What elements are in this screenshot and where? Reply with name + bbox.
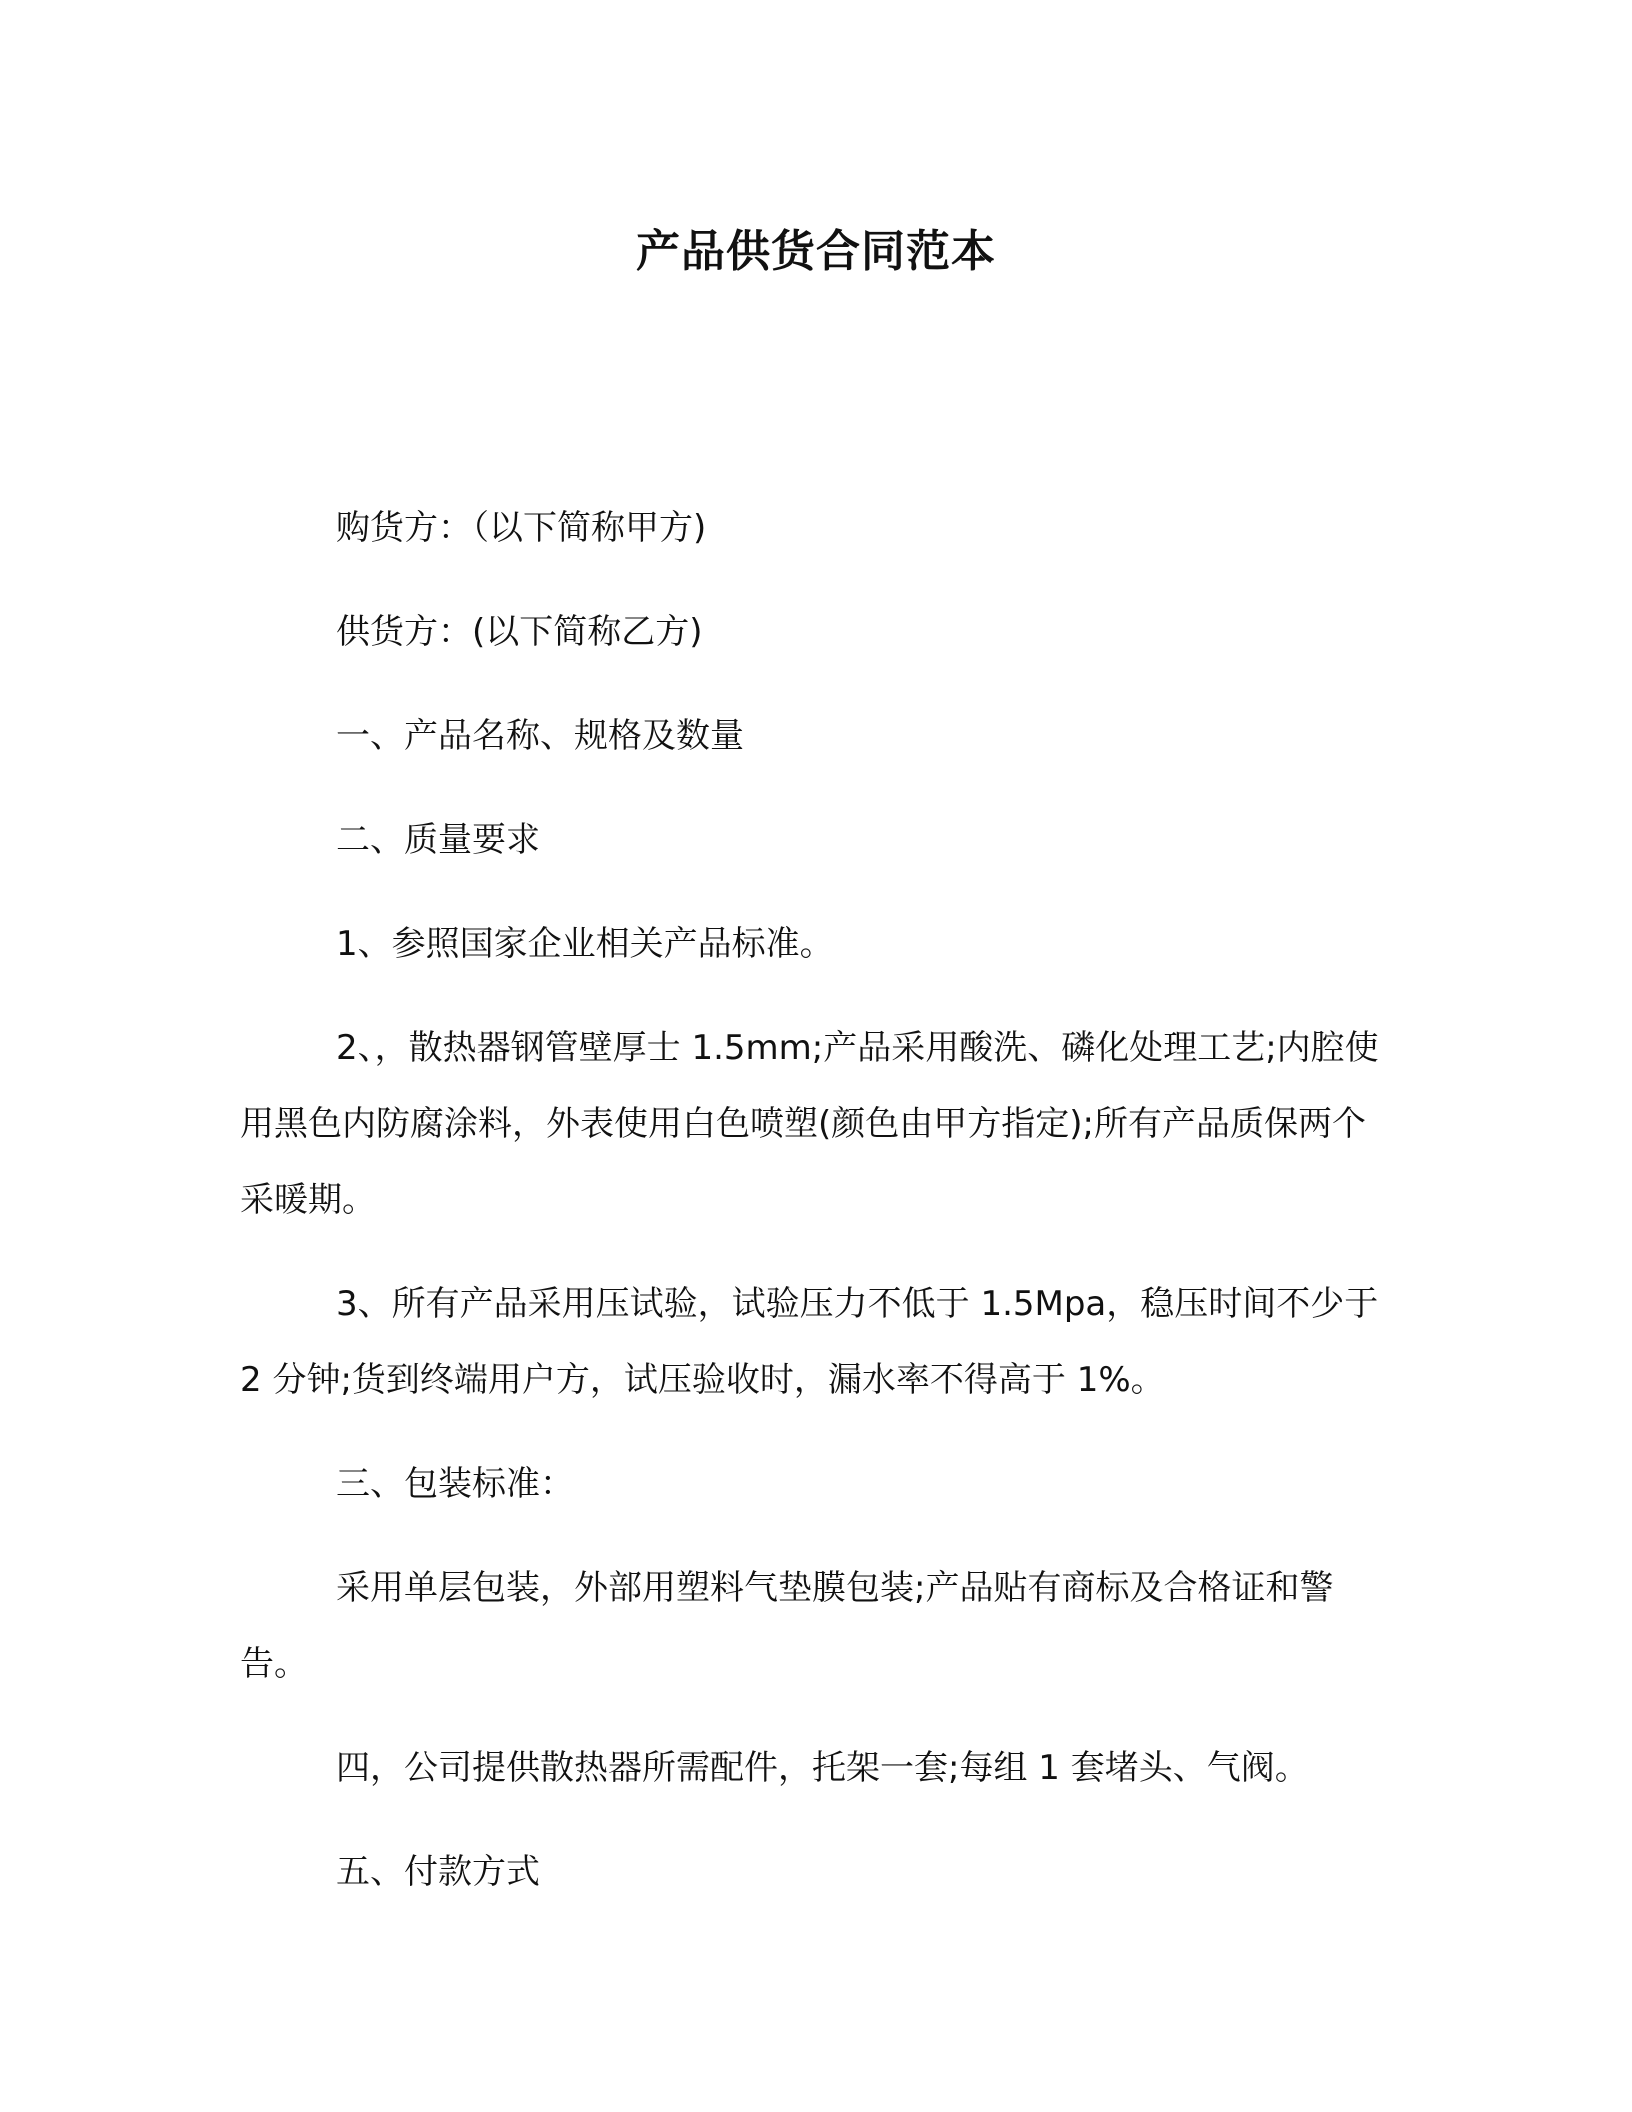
paragraph-quality-1: 1、参照国家企业相关产品标准。 xyxy=(336,924,834,964)
paragraph-packaging: 采用单层包装，外部用塑料气垫膜包装;产品贴有商标及合格证和警告。 xyxy=(240,1568,1334,1684)
paragraph-accessories: 四，公司提供散热器所需配件，托架一套;每组 1 套堵头、气阀。 xyxy=(336,1748,1309,1788)
section-heading-5: 五、付款方式 xyxy=(336,1852,540,1892)
paragraph-buyer: 购货方：（以下简称甲方) xyxy=(336,508,707,548)
document-body xyxy=(240,490,1380,1910)
document-title: 产品供货合同范本 xyxy=(636,226,996,277)
paragraph-quality-3: 3、所有产品采用压试验，试验压力不低于 1.5Mpa，稳压时间不少于 2 分钟;货到终端用户方，试压验收时，漏水率不得高于 1%。 xyxy=(240,1284,1379,1400)
paragraph-quality-2: 2、，散热器钢管壁厚士 1.5mm;产品采用酸洗、磷化处理工艺;内腔使用黑色内防腐涂料，外表使用白色喷塑(颜色由甲方指定);所有产品质保两个采暖期。 xyxy=(240,1028,1379,1220)
paragraph-supplier: 供货方：(以下简称乙方) xyxy=(336,612,703,652)
section-heading-1: 一、产品名称、规格及数量 xyxy=(336,716,744,756)
section-heading-3: 三、包装标准： xyxy=(336,1464,574,1504)
section-heading-2: 二、质量要求 xyxy=(336,820,540,860)
